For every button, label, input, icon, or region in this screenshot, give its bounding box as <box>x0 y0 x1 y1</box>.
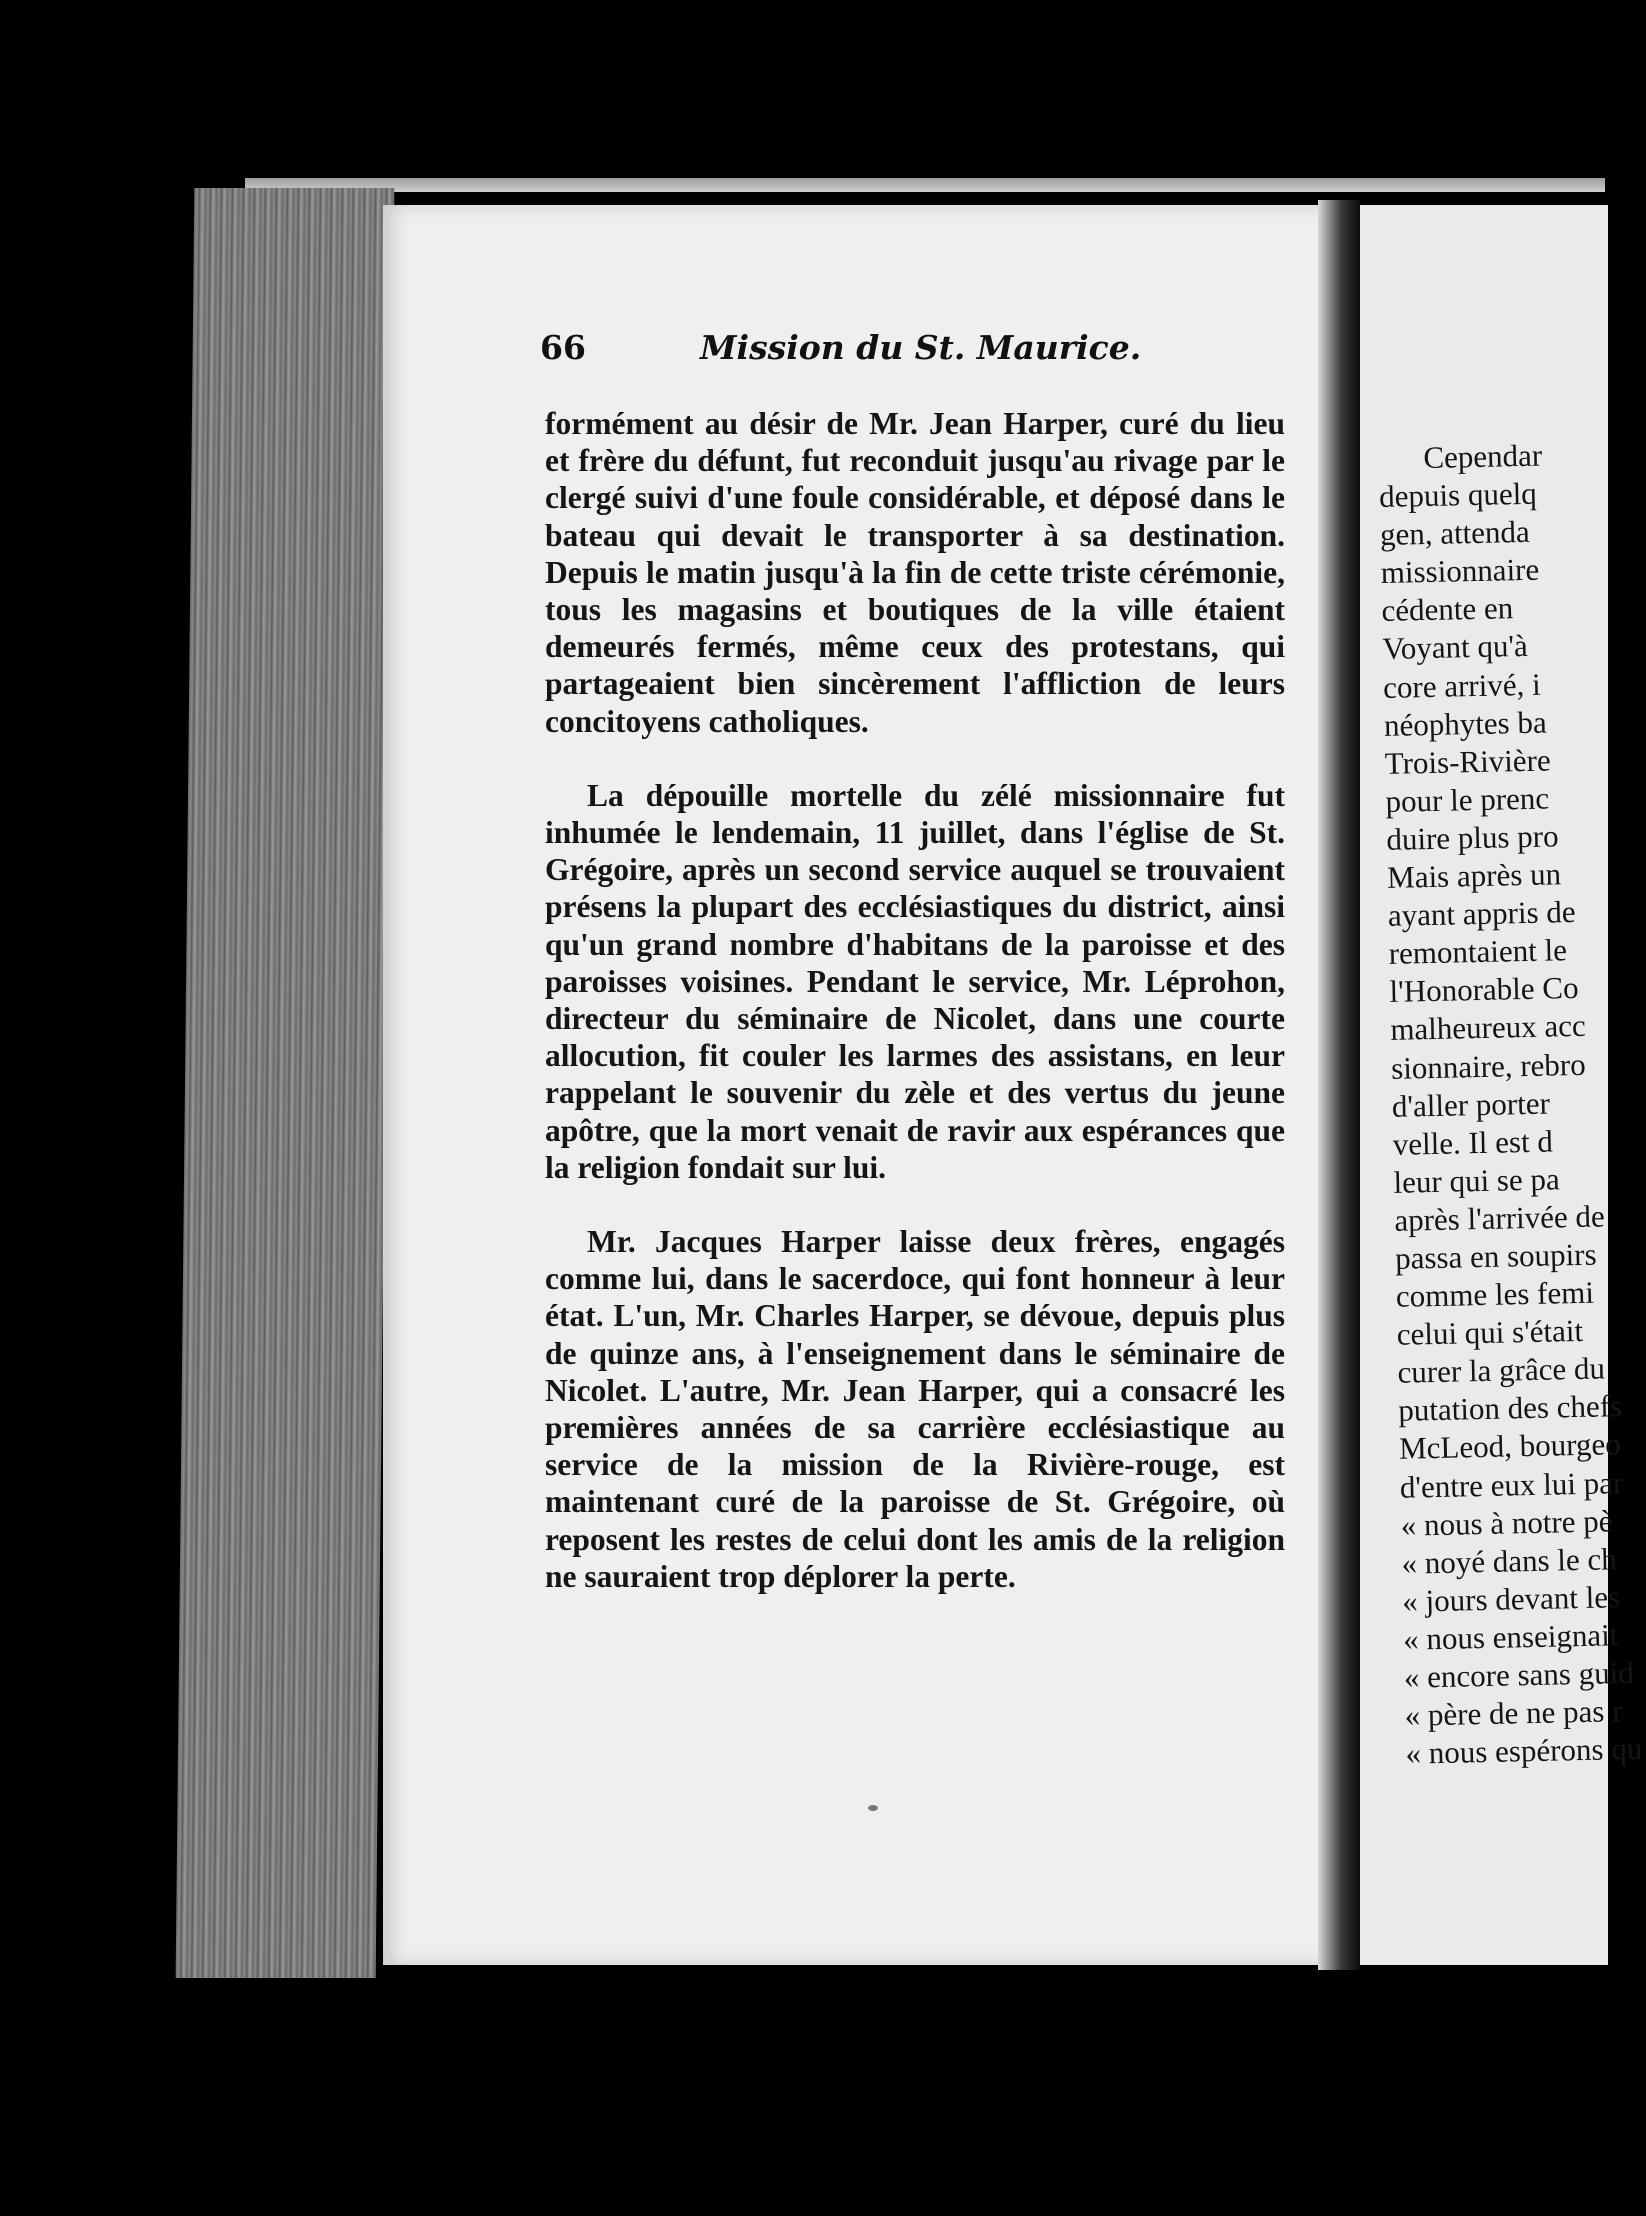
facing-page-text <box>1378 435 1646 1773</box>
facing-line: celui qui s'était <box>1396 1313 1584 1352</box>
facing-line: après l'arrivée de <box>1393 1198 1606 1238</box>
facing-line: « noyé dans le ch <box>1401 1540 1618 1581</box>
facing-line: « nous espérons qu <box>1405 1730 1643 1771</box>
page-stack-top <box>245 178 1605 192</box>
facing-line: « nous à notre pè <box>1400 1502 1613 1543</box>
paragraph-1: formément au désir de Mr. Jean Harper, curé du lieu et frère du défunt, fut reconduit jusqu'au rivage par le clergé suivi d'une foule considérable, et déposé dans le bateau qui devait le transporter à sa destination. Depuis le matin jusqu'à la fin de cette triste cérémonie, tous les magasins et boutiques de la ville étaient demeurés fermés, même ceux des protestans, qui partageaient bien sincèrement l'affliction de leurs concitoyens catholiques. <box>545 406 1285 739</box>
book-gutter <box>1318 200 1360 1970</box>
facing-line: remontaient le <box>1388 932 1568 972</box>
facing-line: d'entre eux lui par <box>1399 1464 1624 1505</box>
facing-line: leur qui se pa <box>1393 1161 1561 1200</box>
facing-line: curer la grâce du <box>1397 1350 1606 1391</box>
facing-line: « encore sans guid <box>1403 1654 1635 1695</box>
facing-line: Mais après un <box>1386 856 1562 895</box>
facing-line: Trois-Rivière <box>1384 742 1552 781</box>
facing-line: McLeod, bourgeo <box>1398 1426 1621 1467</box>
facing-line: ayant appris de <box>1387 894 1576 934</box>
facing-line: comme les femi <box>1395 1274 1595 1314</box>
facing-line: Voyant qu'à <box>1382 628 1529 667</box>
page-stack-edge <box>176 188 395 1978</box>
page-number: 66 <box>540 328 586 367</box>
facing-line: velle. Il est d <box>1392 1123 1554 1162</box>
facing-line: cédente en <box>1381 590 1514 629</box>
facing-line: core arrivé, i <box>1382 666 1541 705</box>
facing-line: « jours devant les <box>1401 1578 1621 1619</box>
running-title: Mission du St. Maurice. <box>700 328 1142 367</box>
facing-line: depuis quelq <box>1378 475 1538 515</box>
paragraph-2: La dépouille mortelle du zélé missionnaire fut inhumée le lendemain, 11 juillet, dans l'église de St. Grégoire, après un second service auquel se trouvaient présens la plupart des ecclésiastiques du district, ainsi qu'un grand nombre d'habitans de la paroisse et des paroisses voisines. Pendant le service, Mr. Léprohon, directeur du séminaire de Nicolet, dans une courte allocution, fit couler les larmes des assistans, en leur rappelant le souvenir du zèle et des vertus du jeune apôtre, que la mort venait de ravir aux espérances que la religion fondait sur lui. <box>545 777 1285 1185</box>
facing-line: l'Honorable Co <box>1389 970 1579 1010</box>
facing-line: Cependar <box>1423 437 1543 476</box>
facing-line: passa en soupirs <box>1394 1236 1597 1276</box>
facing-line: « nous enseignait <box>1402 1617 1619 1657</box>
ink-speck <box>868 1805 878 1811</box>
running-head <box>540 328 1180 388</box>
facing-line: putation des chefs <box>1397 1388 1623 1429</box>
facing-line: malheureux acc <box>1389 1008 1587 1048</box>
facing-line: missionnaire <box>1380 551 1540 591</box>
facing-line: « père de ne pas r <box>1404 1693 1623 1733</box>
facing-line: gen, attenda <box>1379 514 1531 553</box>
facing-line: d'aller porter <box>1391 1085 1551 1124</box>
body-text <box>545 405 1285 1595</box>
facing-line: sionnaire, rebro <box>1390 1046 1587 1086</box>
facing-line: pour le prenc <box>1385 780 1550 819</box>
facing-line: néophytes ba <box>1383 704 1548 743</box>
paragraph-3: Mr. Jacques Harper laisse deux frères, engagés comme lui, dans le sacerdoce, qui font honneur à leur état. L'un, Mr. Charles Harper, se dévoue, depuis plus de quinze ans, à l'enseignement dans le séminaire de Nicolet. L'autre, Mr. Jean Harper, qui a consacré les premières années de sa carrière ecclésiastique au service de la mission de la Rivière-rouge, est maintenant curé de la paroisse de St. Grégoire, où reposent les restes de celui dont les amis de la religion ne sauraient trop déplorer la perte. <box>545 1224 1285 1594</box>
facing-line: duire plus pro <box>1385 818 1559 857</box>
